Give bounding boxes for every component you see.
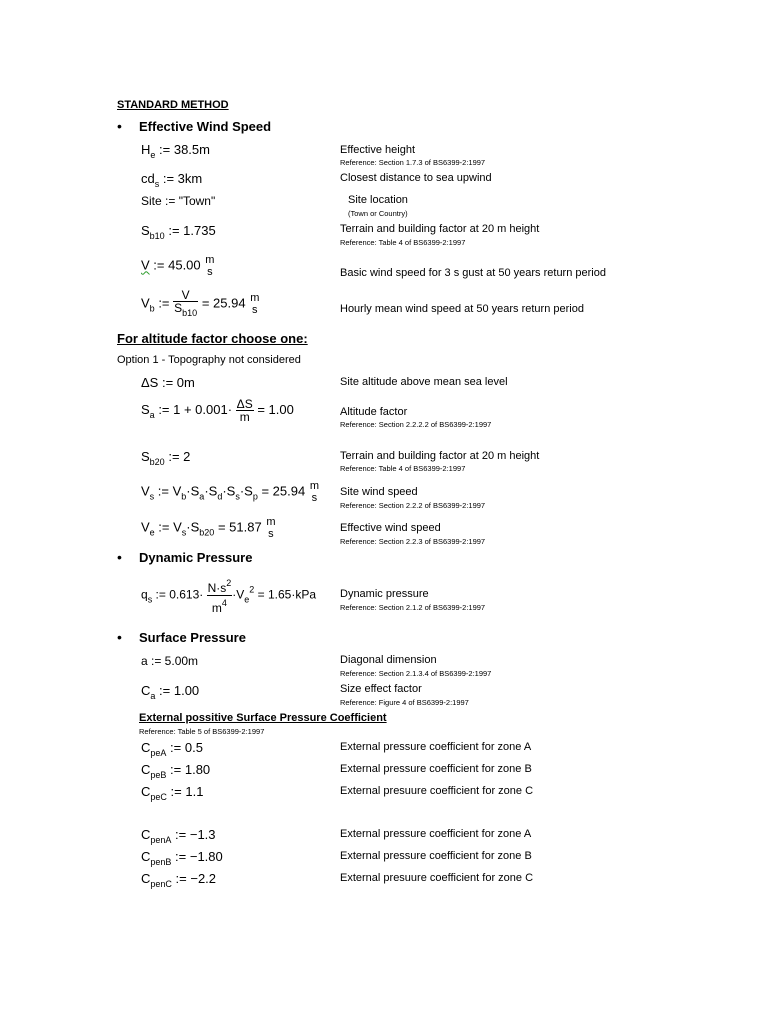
desc-cpeb: External pressure coefficient for zone B xyxy=(340,763,532,775)
ref-vs: Reference: Section 2.2.2 of BS6399-2:1997 xyxy=(340,501,486,510)
equation-qs: $q_s$ := 0.613· $\frac{N\cdot s^2}{m^4}$ $\cdot V_e^2 = 1.65\cdot kPa$ xyxy=(141,578,317,615)
ref-qs: Reference: Section 2.1.2 of BS6399-2:1997 xyxy=(340,603,486,612)
ref-sa: Reference: Section 2.2.2.2 of BS6399-2:1997 xyxy=(340,420,492,429)
desc-cpena: External pressure coefficient for zone A xyxy=(340,828,532,840)
bullet-icon: • xyxy=(117,629,122,645)
desc-sa: Altitude factor xyxy=(340,406,408,418)
desc-cpenc: External presuure coefficient for zone C xyxy=(340,872,534,884)
equation-cds: $cd_s$ := 3km xyxy=(141,171,203,189)
ref-ve: Reference: Section 2.2.3 of BS6399-2:1997 xyxy=(340,537,486,546)
desc-v: Basic wind speed for 3 s gust at 50 years return period xyxy=(340,267,606,279)
desc-cpea: External pressure coefficient for zone A xyxy=(340,741,532,753)
equation-he: $H_e$ := 38.5m xyxy=(141,142,210,160)
equation-v: V := 45.00 m s xyxy=(141,254,215,278)
desc-cpenb: External pressure coefficient for zone B xyxy=(340,850,532,862)
desc-he: Effective height xyxy=(340,144,416,156)
equation-sa: $S_a$ := 1 + 0.001· $\frac{\Delta S}{m}$ = 1.00 xyxy=(141,397,294,424)
desc-ca: Size effect factor xyxy=(340,683,422,695)
desc-cpec: External presuure coefficient for zone C xyxy=(340,785,534,797)
equation-vb: $V_b$ := $\frac{V}{S_{b10}}$ = 25.94 m s xyxy=(141,288,260,318)
section-altitude: For altitude factor choose one: xyxy=(117,331,308,346)
equation-sb20: $S_{b20}$ := 2 xyxy=(141,449,191,467)
section-surface-pressure: Surface Pressure xyxy=(139,630,246,645)
bullet-icon: • xyxy=(117,118,122,134)
desc-qs: Dynamic pressure xyxy=(340,588,429,600)
equation-vs: $V_s$ := $V_b\cdot S_a\cdot S_d\cdot S_s\cdot S_p = 25.94$ m s xyxy=(141,480,320,504)
equation-cpena: $C_{penA}$ := −1.3 xyxy=(141,827,216,845)
desc-site: Site location xyxy=(348,194,408,206)
equation-ve: $V_e$ := $V_s\cdot S_{b20} = 51.87$ m s xyxy=(141,516,276,540)
desc-vb: Hourly mean wind speed at 50 years return period xyxy=(340,303,584,315)
equation-ca: $C_a$ := 1.00 xyxy=(141,683,200,701)
ref-ca: Reference: Figure 4 of BS6399-2:1997 xyxy=(340,698,469,707)
ref-ext-pos: Reference: Table 5 of BS6399-2:1997 xyxy=(139,727,265,736)
desc-sb20: Terrain and building factor at 20 m height xyxy=(340,450,540,462)
desc-ds: Site altitude above mean sea level xyxy=(340,376,508,388)
equation-cpec: $C_{peC}$ := 1.1 xyxy=(141,784,204,802)
desc-vs: Site wind speed xyxy=(340,486,418,498)
ref-sb20: Reference: Table 4 of BS6399-2:1997 xyxy=(340,464,466,473)
desc-a: Diagonal dimension xyxy=(340,654,437,666)
ref-a: Reference: Section 2.1.3.4 of BS6399-2:1997 xyxy=(340,669,492,678)
desc-ve: Effective wind speed xyxy=(340,522,441,534)
ref-sb10: Reference: Table 4 of BS6399-2:1997 xyxy=(340,238,466,247)
section-dynamic-pressure: Dynamic Pressure xyxy=(139,550,253,565)
equation-site: Site := "Town" xyxy=(141,194,216,208)
note-site: (Town or Country) xyxy=(348,209,408,218)
equation-a: a := 5.00m xyxy=(141,654,199,668)
equation-cpenc: $C_{penC}$ := −2.2 xyxy=(141,871,217,889)
bullet-icon: • xyxy=(117,549,122,565)
desc-sb10: Terrain and building factor at 20 m height xyxy=(340,223,540,235)
equation-sb10: $S_{b10}$ := 1.735 xyxy=(141,223,216,241)
section-ext-pos: External possitive Surface Pressure Coefficient xyxy=(139,712,387,724)
desc-cds: Closest distance to sea upwind xyxy=(340,172,492,184)
equation-cpeb: $C_{peB}$ := 1.80 xyxy=(141,762,211,780)
option-1-label: Option 1 - Topography not considered xyxy=(117,354,301,366)
equation-ds: ΔS := 0m xyxy=(141,375,195,390)
ref-he: Reference: Section 1.7.3 of BS6399-2:1997 xyxy=(340,158,486,167)
equation-cpenb: $C_{penB}$ := −1.80 xyxy=(141,849,223,867)
equation-cpea: $C_{peA}$ := 0.5 xyxy=(141,740,203,758)
section-effective-wind-speed: Effective Wind Speed xyxy=(139,119,272,134)
page-title: STANDARD METHOD xyxy=(117,99,229,111)
